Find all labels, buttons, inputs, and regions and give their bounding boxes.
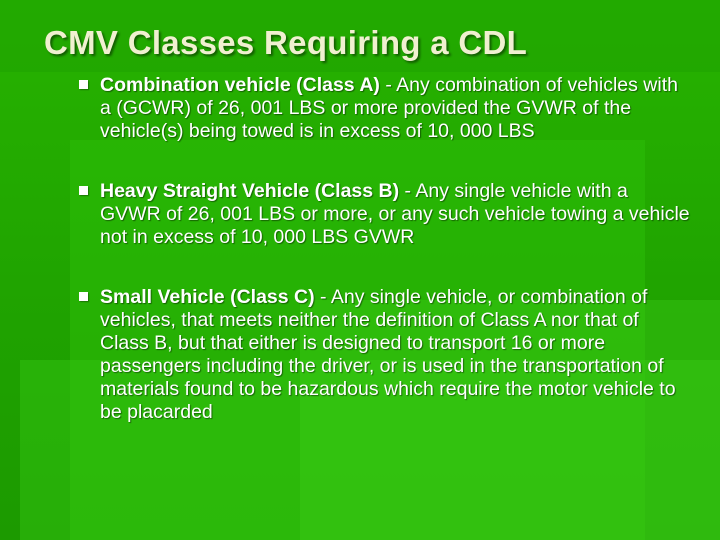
list-item-term: Small Vehicle (Class C) (100, 286, 315, 308)
square-bullet-icon (79, 80, 88, 89)
slide-title: CMV Classes Requiring a CDL (44, 24, 528, 61)
list-item-text (100, 286, 691, 424)
list-item-text (100, 74, 691, 143)
square-bullet-icon (79, 292, 88, 301)
list-item-term: Heavy Straight Vehicle (Class B) (100, 180, 400, 202)
square-bullet-icon (79, 186, 88, 195)
list-item-class-c (76, 286, 691, 424)
list-item-class-a (76, 74, 691, 143)
list-item-description: - Any single vehicle with a GVWR of 26, 001 LBS or more, or any such vehicle towing a vehicle not in excess of 10, 000 LBS GVWR (100, 180, 690, 248)
list-item-description: - Any single vehicle, or combination of vehicles, that meets neither the definition of Class A nor that of Class B, but that either is designed to transport 16 or more passengers including the driver, or is used in the transportation of materials found to be hazardous which require the motor vehicle to be placarded (100, 286, 676, 423)
list-item-text (100, 180, 691, 249)
bullet-list (76, 74, 691, 424)
list-item-term: Combination vehicle (Class A) (100, 74, 380, 96)
list-item-class-b (76, 180, 691, 249)
list-item-description: - Any combination of vehicles with a (GCWR) of 26, 001 LBS or more provided the GVWR of the vehicle(s) being towed is in excess of 10, 000 LBS (100, 74, 678, 142)
